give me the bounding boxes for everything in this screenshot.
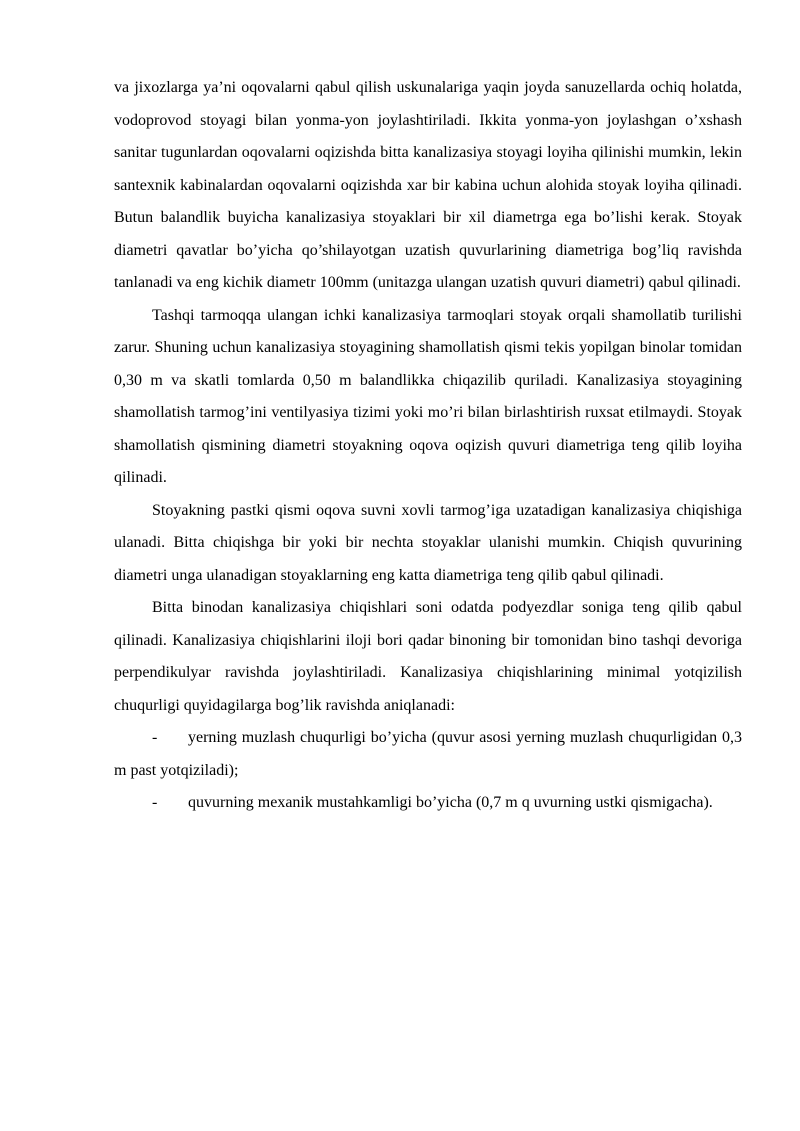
paragraph-outlet-count: Bitta binodan kanalizasiya chiqishlari soni odatda podyezdlar soniga teng qilib qabul qilinadi. Kanalizasiya chiqishlarini iloji bori qadar binoning bir tomonidan bino tashqi devoriga perpendikulyar ravishda joylashtiriladi. Kanalizasiya chiqishlarining minimal yotqizilish chuqurligi quyidagilarga bog’lik ravishda aniqlanadi: [114, 599, 742, 714]
paragraph-stoyak-placement: va jixozlarga ya’ni oqovalarni qabul qilish uskunalariga yaqin joyda sanuzellarda ochiq holatda, vodoprovod stoyagi bilan yonma-yon joylashtiriladi. Ikkita yonma-yon joylashgan o’xshash sanitar tugunlardan oqovalarni oqizishda bitta kanalizasiya stoyagi loyiha qilinishi mumkin, lekin santexnik kabinalardan oqovalarni oqizishda xar bir kabina uchun alohida stoyak loyiha qilinadi. Butun balandlik buyicha kanalizasiya stoyaklari bir xil diametrga ega bo’lishi kerak. Stoyak diametri qavatlar bo’yicha qo’shilayotgan uzatish quvurlarining diametriga bog’liq ravishda tanlanadi va eng kichik diametr 100mm (unitazga ulangan uzatish quvuri diametri) qabul qilinadi. [114, 79, 742, 291]
paragraph-ventilation: Tashqi tarmoqqa ulangan ichki kanalizasiya tarmoqlari stoyak orqali shamollatib turilishi zarur. Shuning uchun kanalizasiya stoyagining shamollatish qismi tekis yopilgan binolar tomidan 0,30 m va skatli tomlarda 0,50 m balandlikka chiqazilib quriladi. Kanalizasiya stoyagining shamollatish tarmog’ini ventilyasiya tizimi yoki mo’ri bilan birlashtirish ruxsat etilmaydi. Stoyak shamollatish qismining diametri stoyakning oqova oqizish quvuri diametriga teng qilib loyiha qilinadi. [114, 306, 742, 486]
bullet-text: yerning muzlash chuqurligi bo’yicha (quvur asosi yerning muzlash chuqurligidan 0,3 m past yotqiziladi); [114, 729, 742, 779]
document-page [114, 72, 742, 820]
bullet-marker: - [152, 794, 158, 811]
paragraph-stoyak-outlet: Stoyakning pastki qismi oqova suvni xovli tarmog’iga uzatadigan kanalizasiya chiqishiga ulanadi. Bitta chiqishga bir yoki bir nechta stoyaklar ulanishi mumkin. Chiqish quvurining diametri unga ulanadigan stoyaklarning eng katta diametriga teng qilib qabul qilinadi. [114, 501, 742, 584]
bullet-item-frost-depth [114, 722, 742, 787]
bullet-text: quvurning mexanik mustahkamligi bo’yicha (0,7 m q uvurning ustki qismigacha). [188, 794, 713, 811]
bullet-item-mechanical-strength [114, 787, 742, 820]
bullet-marker: - [152, 729, 158, 746]
